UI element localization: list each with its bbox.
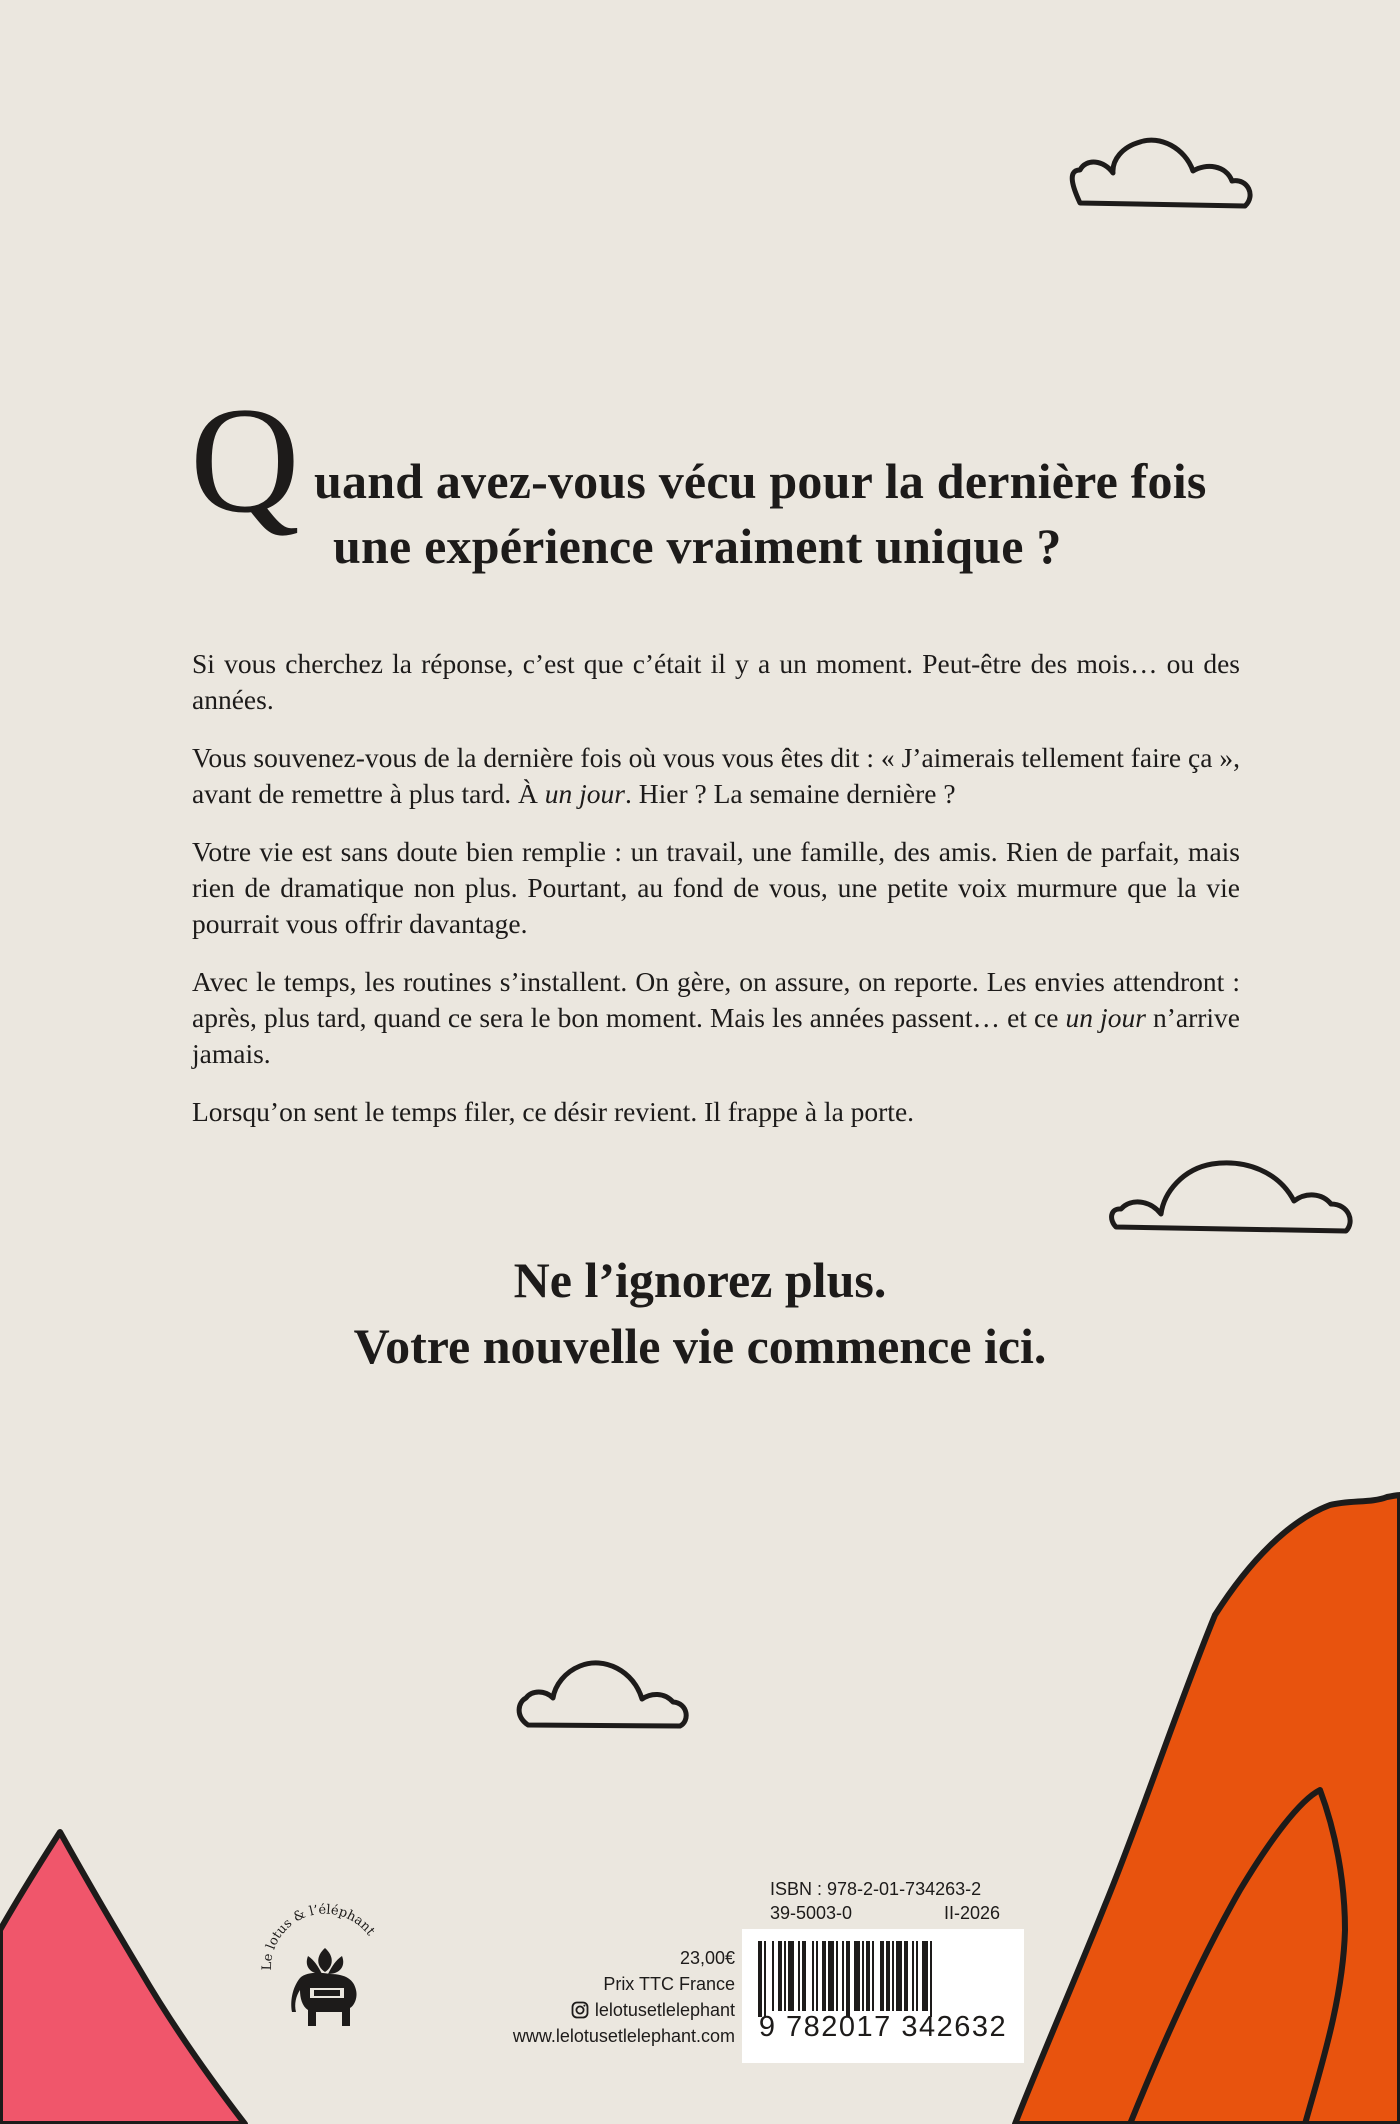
barcode-bar: [862, 1941, 864, 2011]
headline-line-2: une expérience vraiment unique ?: [333, 518, 1062, 574]
barcode-bar: [812, 1941, 814, 2011]
lotus-elephant-icon: [291, 1948, 356, 2026]
cloud-icon: [1072, 140, 1250, 206]
closing-line-1: Ne l’ignorez plus.: [513, 1252, 887, 1308]
paragraph-5: Lorsqu’on sent le temps filer, ce désir revient. Il frappe à la porte.: [192, 1096, 915, 1127]
closing-tagline: [0, 1247, 1400, 1379]
website-link[interactable]: www.lelotusetlelephant.com: [512, 2026, 735, 2046]
barcode-bar: [896, 1941, 902, 2011]
instagram-icon: [571, 2001, 589, 2019]
paragraph-3: Votre vie est sans doute bien remplie : un travail, une famille, des amis. Rien de parfait, mais rien de dramatique non plus. Pourtant, au fond de vous, une petite voix murmure que la vie pourrait vous offrir davantage.: [192, 836, 1240, 939]
barcode-bar: [764, 1941, 766, 2017]
barcode-bar: [930, 1941, 932, 2017]
isbn: ISBN : 978-2-01-734263-2: [770, 1879, 982, 1899]
barcode-bar: [866, 1941, 870, 2011]
publisher-logo: [250, 1886, 400, 2046]
barcode-bar: [822, 1941, 826, 2011]
barcode-bar: [778, 1941, 782, 2011]
barcode-bar: [842, 1941, 844, 2011]
body-text: [192, 646, 1240, 1152]
price-block: [513, 1945, 735, 2049]
paragraph-2: Vous souvenez-vous de la dernière fois où vous vous êtes dit : « J’aimerais tellement faire ça », avant de remettre à plus tard. À un jour. Hier ? La semaine dernière ?: [192, 742, 1240, 809]
barcode-bar: [772, 1941, 774, 2011]
price: 23,00€: [679, 1948, 735, 1968]
headline-dropcap: Q: [190, 376, 300, 544]
barcode: [742, 1929, 1024, 2063]
headline-line-1: uand avez-vous vécu pour la dernière fois: [314, 453, 1207, 509]
instagram-handle-row[interactable]: [513, 1997, 735, 2023]
italic-un-jour: un jour: [1065, 1002, 1146, 1033]
publisher-logo-text: Le lotus & l’éléphant: [259, 1902, 378, 1971]
instagram-handle: lelotusetlelephant: [594, 2000, 735, 2020]
pink-mountain: [0, 1832, 245, 2124]
barcode-bar: [846, 1941, 850, 2017]
cloud-icon: [519, 1663, 686, 1726]
barcode-bar: [880, 1941, 884, 2011]
barcode-bar: [904, 1941, 908, 2011]
product-code: 39-5003-0: [770, 1903, 853, 1923]
barcode-bar: [798, 1941, 800, 2011]
cloud-icon: [1112, 1163, 1351, 1231]
barcode-bar: [886, 1941, 890, 2011]
barcode-bar: [802, 1941, 806, 2011]
barcode-bar: [922, 1941, 928, 2011]
paragraph-4: Avec le temps, les routines s’installent. On gère, on assure, on reporte. Les envies attendront : après, plus tard, quand ce sera le bon moment. Mais les années passent… et ce un jour n’arrive jamais.: [192, 966, 1241, 1069]
barcode-bar: [854, 1941, 860, 2011]
edition-code: II-2026: [943, 1903, 1000, 1923]
barcode-bar: [912, 1941, 914, 2011]
barcode-bar: [828, 1941, 834, 2011]
barcode-bar: [816, 1941, 818, 2011]
closing-line-2: Votre nouvelle vie commence ici.: [353, 1318, 1047, 1374]
price-note: Prix TTC France: [603, 1974, 735, 1994]
barcode-digits: 9 782017 342632: [758, 2011, 1008, 2043]
barcode-bar: [758, 1941, 762, 2017]
barcode-bar: [836, 1941, 838, 2011]
barcode-bar: [892, 1941, 894, 2011]
barcode-bar: [788, 1941, 794, 2011]
isbn-block: [770, 1877, 1000, 1925]
barcode-bar: [872, 1941, 874, 2011]
barcode-bar: [784, 1941, 786, 2011]
barcode-bar: [916, 1941, 918, 2011]
paragraph-1: Si vous cherchez la réponse, c’est que c’était il y a un moment. Peut-être des mois… ou des années.: [192, 648, 1240, 715]
italic-un-jour: un jour: [544, 778, 625, 809]
